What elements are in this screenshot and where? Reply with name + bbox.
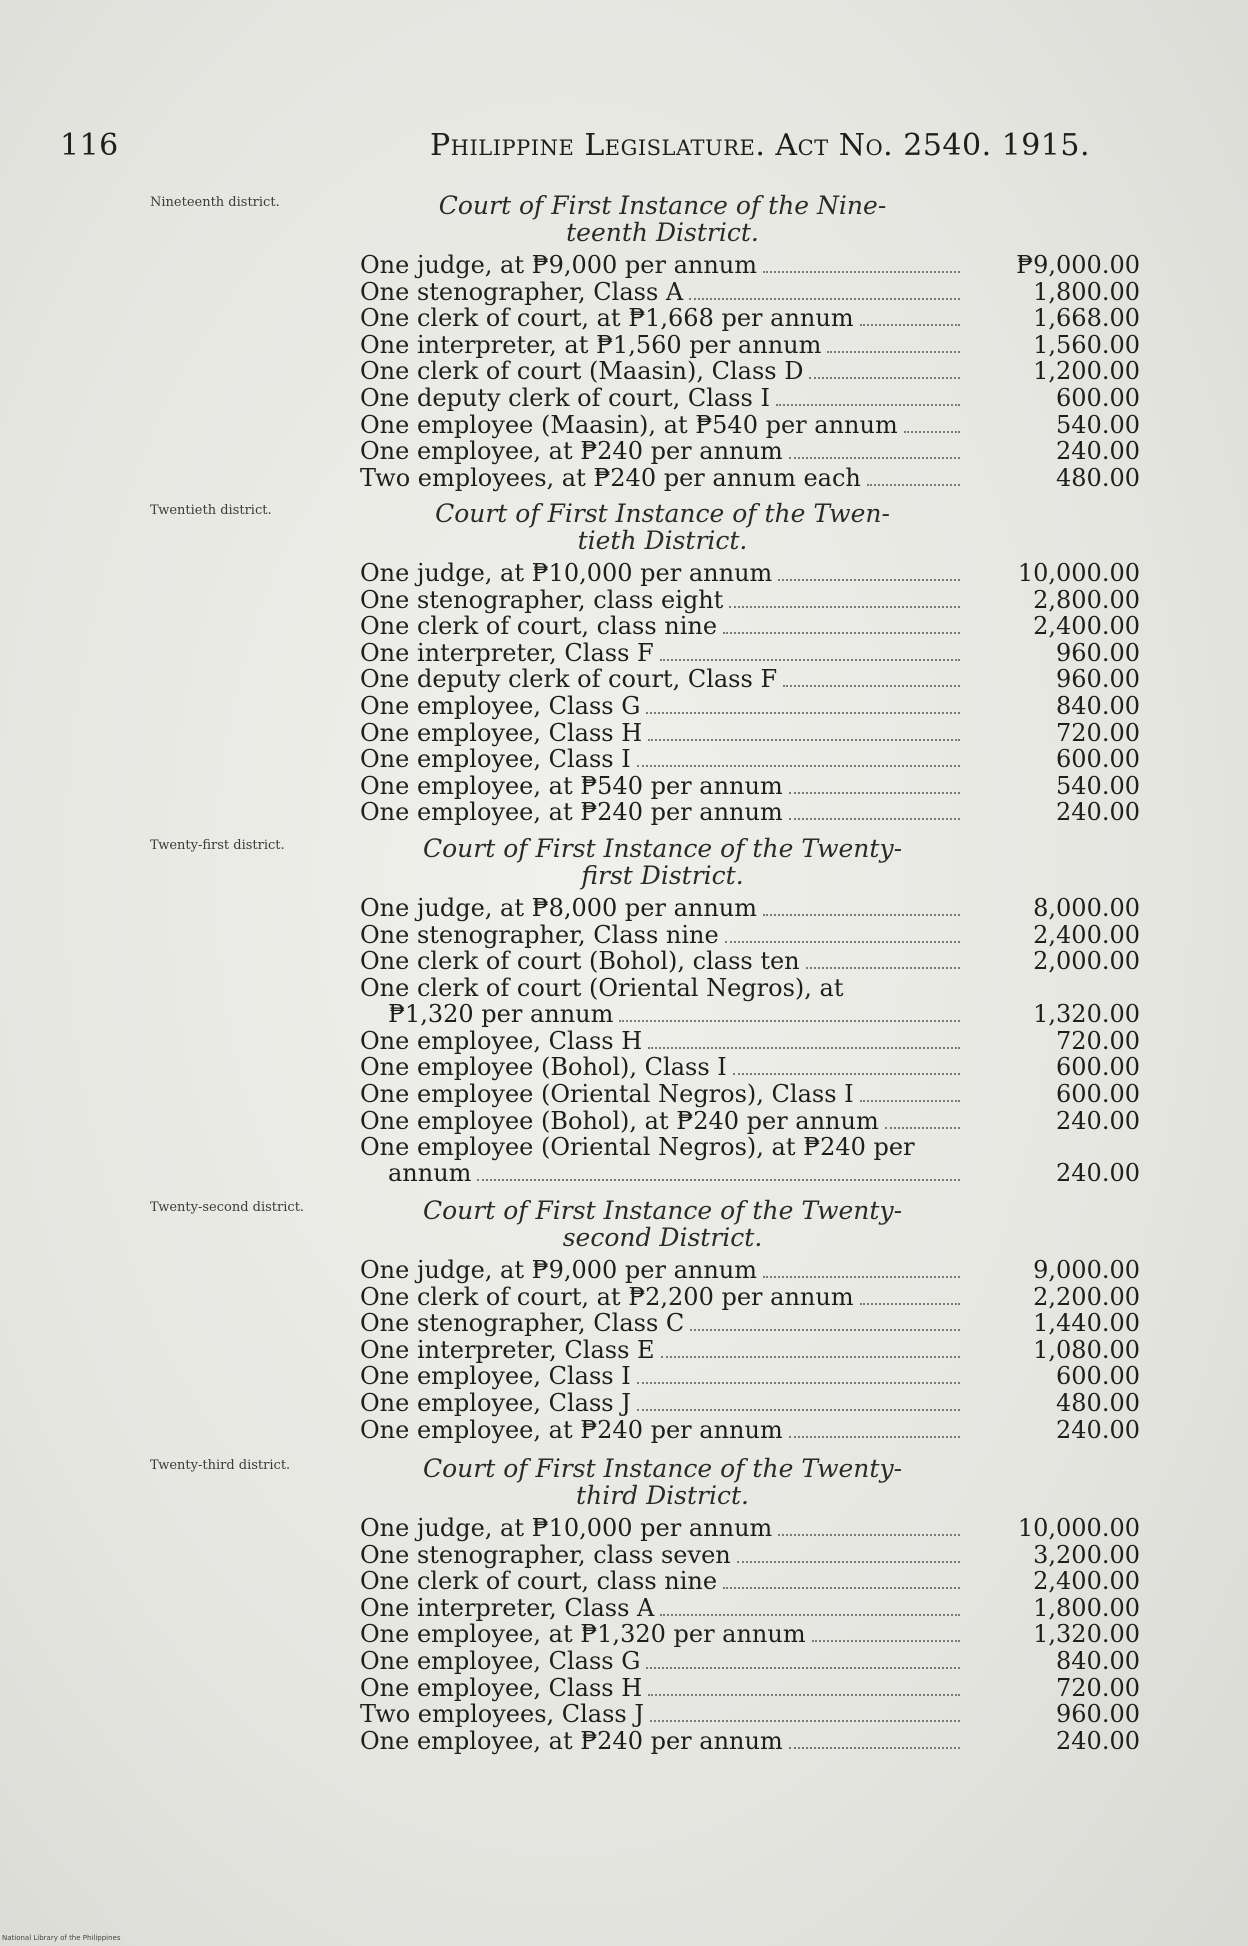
entry-label: One judge, at ₱10,000 per annum bbox=[360, 559, 773, 587]
dot-leader bbox=[789, 818, 960, 820]
entry-amount: 840.00 bbox=[1056, 691, 1140, 720]
entry-amount: 1,560.00 bbox=[1033, 330, 1140, 359]
entry-row bbox=[360, 922, 1140, 949]
entry-row bbox=[360, 1417, 1140, 1444]
entry-amount: 600.00 bbox=[1056, 745, 1140, 774]
dot-leader bbox=[860, 1100, 960, 1102]
entry-amount: 720.00 bbox=[1056, 718, 1140, 747]
entry-label: One clerk of court (Oriental Negros), at bbox=[360, 973, 844, 1002]
entry-amount: 600.00 bbox=[1056, 1362, 1140, 1391]
dot-leader bbox=[648, 1694, 960, 1696]
dot-leader bbox=[778, 579, 960, 581]
entry-amount: 240.00 bbox=[1056, 1106, 1140, 1135]
entry-label: One stenographer, Class nine bbox=[360, 920, 719, 949]
entry-label: One clerk of court, at ₱1,668 per annum bbox=[360, 304, 854, 333]
entry-amount: 1,800.00 bbox=[1033, 277, 1140, 306]
entry-amount: 9,000.00 bbox=[1033, 1256, 1140, 1284]
entry-amount: 2,400.00 bbox=[1033, 612, 1140, 641]
entry-label-continued: ₱1,320 per annum bbox=[388, 999, 614, 1028]
entry-row bbox=[360, 1568, 1140, 1595]
entry-amount: 720.00 bbox=[1056, 1673, 1140, 1702]
entries-list bbox=[360, 1515, 1140, 1754]
entries-list bbox=[360, 560, 1140, 826]
dot-leader bbox=[723, 632, 960, 634]
entry-amount: 2,800.00 bbox=[1033, 585, 1140, 614]
entry-row bbox=[360, 560, 1140, 587]
entry-label: One employee, at ₱1,320 per annum bbox=[360, 1620, 806, 1649]
entry-amount: 240.00 bbox=[1056, 1726, 1140, 1755]
entry-row bbox=[360, 1134, 1140, 1187]
dot-leader bbox=[789, 792, 960, 794]
entry-label: One stenographer, class seven bbox=[360, 1540, 731, 1569]
entry-label: One interpreter, Class A bbox=[360, 1593, 655, 1622]
dot-leader bbox=[763, 1276, 960, 1278]
dot-leader bbox=[619, 1020, 960, 1022]
dot-leader bbox=[763, 271, 960, 273]
entry-label: One judge, at ₱10,000 per annum bbox=[360, 1514, 773, 1542]
entry-label-continued: annum bbox=[388, 1159, 472, 1188]
entry-label: One deputy clerk of court, Class F bbox=[360, 665, 778, 694]
side-note: Twenty-second district. bbox=[150, 1200, 305, 1215]
side-note: Twenty-third district. bbox=[150, 1458, 291, 1473]
entry-label: One employee (Oriental Negros), Class I bbox=[360, 1079, 854, 1108]
entry-row bbox=[360, 1284, 1140, 1311]
entry-row bbox=[360, 252, 1140, 279]
entry-amount: 840.00 bbox=[1056, 1646, 1140, 1675]
entry-amount: 1,080.00 bbox=[1033, 1335, 1140, 1364]
dot-leader bbox=[660, 1614, 960, 1616]
dot-leader bbox=[637, 765, 960, 767]
entry-amount: 240.00 bbox=[1056, 1415, 1140, 1444]
dot-leader bbox=[637, 1409, 960, 1411]
entry-row bbox=[360, 746, 1140, 773]
entry-label: One judge, at ₱9,000 per annum bbox=[360, 1256, 758, 1284]
section-heading bbox=[360, 500, 965, 554]
entry-amount: 960.00 bbox=[1056, 665, 1140, 694]
dot-leader bbox=[737, 1561, 960, 1563]
entry-row bbox=[360, 895, 1140, 922]
entry-label: One employee, at ₱240 per annum bbox=[360, 798, 783, 827]
dot-leader bbox=[763, 914, 960, 916]
entry-amount: 2,400.00 bbox=[1033, 1567, 1140, 1596]
running-head bbox=[60, 128, 1090, 168]
entry-row bbox=[360, 1675, 1140, 1702]
entry-label: One employee, at ₱240 per annum bbox=[360, 437, 783, 466]
entry-amount: 1,800.00 bbox=[1033, 1593, 1140, 1622]
section-heading-line: Court of First Instance of the Twenty- bbox=[422, 834, 903, 863]
entry-row bbox=[360, 948, 1140, 975]
entry-label: One stenographer, Class A bbox=[360, 277, 684, 306]
dot-leader bbox=[789, 1747, 960, 1749]
entry-amount: 480.00 bbox=[1056, 1388, 1140, 1417]
running-year: 1915. bbox=[1001, 128, 1090, 163]
entry-row bbox=[360, 1701, 1140, 1728]
section-heading bbox=[360, 1455, 965, 1509]
entry-row bbox=[360, 799, 1140, 826]
entry-amount: 10,000.00 bbox=[1017, 1514, 1140, 1542]
dot-leader bbox=[661, 1356, 960, 1358]
dot-leader bbox=[723, 1587, 960, 1589]
entry-amount: 8,000.00 bbox=[1033, 894, 1140, 922]
entry-label: One employee (Maasin), at ₱540 per annum bbox=[360, 410, 898, 439]
dot-leader bbox=[812, 1640, 960, 1642]
entry-label: Two employees, Class J bbox=[360, 1700, 644, 1729]
dot-leader bbox=[725, 941, 960, 943]
dot-leader bbox=[885, 1127, 960, 1129]
entry-amount: 3,200.00 bbox=[1033, 1540, 1140, 1569]
entry-amount: 540.00 bbox=[1056, 410, 1140, 439]
entry-label: One interpreter, at ₱1,560 per annum bbox=[360, 330, 822, 359]
dot-leader bbox=[637, 1382, 960, 1384]
section-heading-line: second District. bbox=[562, 1223, 763, 1252]
entry-label: One stenographer, Class C bbox=[360, 1309, 685, 1338]
entry-label: One employee, Class H bbox=[360, 1026, 643, 1055]
dot-leader bbox=[646, 1667, 960, 1669]
section-heading bbox=[360, 835, 965, 889]
dot-leader bbox=[477, 1179, 960, 1181]
entry-amount: 480.00 bbox=[1056, 463, 1140, 492]
entry-amount: 600.00 bbox=[1056, 1053, 1140, 1082]
entry-row bbox=[360, 1310, 1140, 1337]
entry-row bbox=[360, 279, 1140, 306]
entry-amount: 1,668.00 bbox=[1033, 304, 1140, 333]
entry-label: One employee, at ₱540 per annum bbox=[360, 771, 783, 800]
dot-leader bbox=[689, 298, 960, 300]
dot-leader bbox=[648, 739, 960, 741]
entry-label: One employee, Class J bbox=[360, 1388, 631, 1417]
dot-leader bbox=[729, 606, 960, 608]
entry-amount: 2,400.00 bbox=[1033, 920, 1140, 949]
dot-leader bbox=[733, 1073, 960, 1075]
entries-list bbox=[360, 1257, 1140, 1443]
dot-leader bbox=[646, 712, 960, 714]
entry-row bbox=[360, 1542, 1140, 1569]
entry-label: One employee (Bohol), at ₱240 per annum bbox=[360, 1106, 879, 1135]
entry-row bbox=[360, 465, 1140, 492]
entry-label: One clerk of court, class nine bbox=[360, 1567, 718, 1596]
section-heading-line: Court of First Instance of the Twenty- bbox=[422, 1196, 903, 1225]
side-note: Nineteenth district. bbox=[150, 195, 280, 210]
entry-row bbox=[360, 1515, 1140, 1542]
entry-row bbox=[360, 613, 1140, 640]
entry-label: One employee, Class I bbox=[360, 1362, 631, 1391]
entry-row bbox=[360, 1337, 1140, 1364]
dot-leader bbox=[690, 1329, 960, 1331]
side-note: Twenty-first district. bbox=[150, 838, 285, 853]
section-heading-line: tieth District. bbox=[577, 526, 748, 555]
entry-row bbox=[360, 1621, 1140, 1648]
entry-row bbox=[360, 332, 1140, 359]
dot-leader bbox=[778, 1534, 960, 1536]
entry-label: One employee, Class G bbox=[360, 691, 641, 720]
dot-leader bbox=[806, 967, 960, 969]
section-heading bbox=[360, 192, 965, 246]
entry-label: One employee, at ₱240 per annum bbox=[360, 1415, 783, 1444]
entry-row bbox=[360, 385, 1140, 412]
dot-leader bbox=[648, 1047, 960, 1049]
running-title: Philippine Legislature. Act No. 2540. bbox=[430, 128, 992, 163]
dot-leader bbox=[789, 1436, 960, 1438]
entry-label: One interpreter, Class F bbox=[360, 638, 654, 667]
dot-leader bbox=[860, 324, 960, 326]
entry-amount: 540.00 bbox=[1056, 771, 1140, 800]
dot-leader bbox=[789, 457, 960, 459]
section-heading-line: Court of First Instance of the Twen- bbox=[435, 499, 890, 528]
dot-leader bbox=[776, 404, 960, 406]
entry-label: One employee, Class G bbox=[360, 1646, 641, 1675]
entry-row bbox=[360, 1728, 1140, 1755]
entry-amount: 1,440.00 bbox=[1033, 1309, 1140, 1338]
section-heading-line: third District. bbox=[576, 1481, 749, 1510]
entry-amount: 1,200.00 bbox=[1033, 357, 1140, 386]
entry-label: One clerk of court, at ₱2,200 per annum bbox=[360, 1282, 854, 1311]
entry-amount: 2,000.00 bbox=[1033, 947, 1140, 976]
entry-row bbox=[360, 305, 1140, 332]
dot-leader bbox=[867, 484, 960, 486]
entry-row bbox=[360, 1028, 1140, 1055]
entry-label: One employee, Class I bbox=[360, 745, 631, 774]
entry-row bbox=[360, 1081, 1140, 1108]
entry-row bbox=[360, 773, 1140, 800]
entry-row bbox=[360, 1054, 1140, 1081]
entry-row bbox=[360, 1595, 1140, 1622]
entry-label: One employee, Class H bbox=[360, 1673, 643, 1702]
library-stamp: National Library of the Philippines bbox=[2, 1934, 121, 1942]
entry-label: One judge, at ₱8,000 per annum bbox=[360, 894, 758, 922]
entry-label: One clerk of court, class nine bbox=[360, 612, 718, 641]
entry-label: One deputy clerk of court, Class I bbox=[360, 383, 770, 412]
dot-leader bbox=[904, 431, 960, 433]
section-heading-line: first District. bbox=[581, 861, 744, 890]
entry-amount: 600.00 bbox=[1056, 1079, 1140, 1108]
entry-label: Two employees, at ₱240 per annum each bbox=[360, 463, 861, 492]
entry-label: One employee (Bohol), Class I bbox=[360, 1053, 727, 1082]
entry-row bbox=[360, 1257, 1140, 1284]
entry-row bbox=[360, 720, 1140, 747]
entry-row bbox=[360, 975, 1140, 1028]
entry-amount: 1,320.00 bbox=[1033, 999, 1140, 1028]
entry-row bbox=[360, 666, 1140, 693]
entry-amount: 720.00 bbox=[1056, 1026, 1140, 1055]
entry-amount: 10,000.00 bbox=[1017, 559, 1140, 587]
entry-row bbox=[360, 1108, 1140, 1135]
entries-list bbox=[360, 895, 1140, 1187]
entry-label: One employee, at ₱240 per annum bbox=[360, 1726, 783, 1755]
dot-leader bbox=[783, 685, 960, 687]
entry-label: One judge, at ₱9,000 per annum bbox=[360, 251, 758, 279]
entry-row bbox=[360, 693, 1140, 720]
entry-row bbox=[360, 1363, 1140, 1390]
entries-list bbox=[360, 252, 1140, 491]
dot-leader bbox=[650, 1720, 960, 1722]
entry-amount: 240.00 bbox=[1056, 1159, 1140, 1188]
entry-label: One clerk of court (Bohol), class ten bbox=[360, 947, 800, 976]
entry-label: One employee (Oriental Negros), at ₱240 per bbox=[360, 1133, 915, 1162]
entry-amount: 960.00 bbox=[1056, 1700, 1140, 1729]
entry-row bbox=[360, 587, 1140, 614]
entry-amount: 1,320.00 bbox=[1033, 1620, 1140, 1649]
entry-amount: 240.00 bbox=[1056, 798, 1140, 827]
section-heading-line: Court of First Instance of the Nine- bbox=[438, 191, 887, 220]
entry-amount: 2,200.00 bbox=[1033, 1282, 1140, 1311]
entry-row bbox=[360, 1390, 1140, 1417]
entry-row bbox=[360, 412, 1140, 439]
entry-amount: 240.00 bbox=[1056, 437, 1140, 466]
page-number: 116 bbox=[60, 128, 119, 163]
entry-label: One interpreter, Class E bbox=[360, 1335, 655, 1364]
entry-amount: ₱9,000.00 bbox=[1016, 251, 1140, 279]
dot-leader bbox=[827, 351, 960, 353]
entry-row bbox=[360, 438, 1140, 465]
entry-amount: 600.00 bbox=[1056, 383, 1140, 412]
entry-row bbox=[360, 358, 1140, 385]
section-heading-line: teenth District. bbox=[566, 218, 759, 247]
entry-label: One clerk of court (Maasin), Class D bbox=[360, 357, 804, 386]
dot-leader bbox=[660, 659, 960, 661]
dot-leader bbox=[809, 377, 960, 379]
side-note: Twentieth district. bbox=[150, 503, 272, 518]
entry-label: One stenographer, class eight bbox=[360, 585, 724, 614]
entry-row bbox=[360, 1648, 1140, 1675]
entry-row bbox=[360, 640, 1140, 667]
section-heading-line: Court of First Instance of the Twenty- bbox=[422, 1454, 903, 1483]
dot-leader bbox=[860, 1303, 960, 1305]
entry-label: One employee, Class H bbox=[360, 718, 643, 747]
section-heading bbox=[360, 1197, 965, 1251]
entry-amount: 960.00 bbox=[1056, 638, 1140, 667]
